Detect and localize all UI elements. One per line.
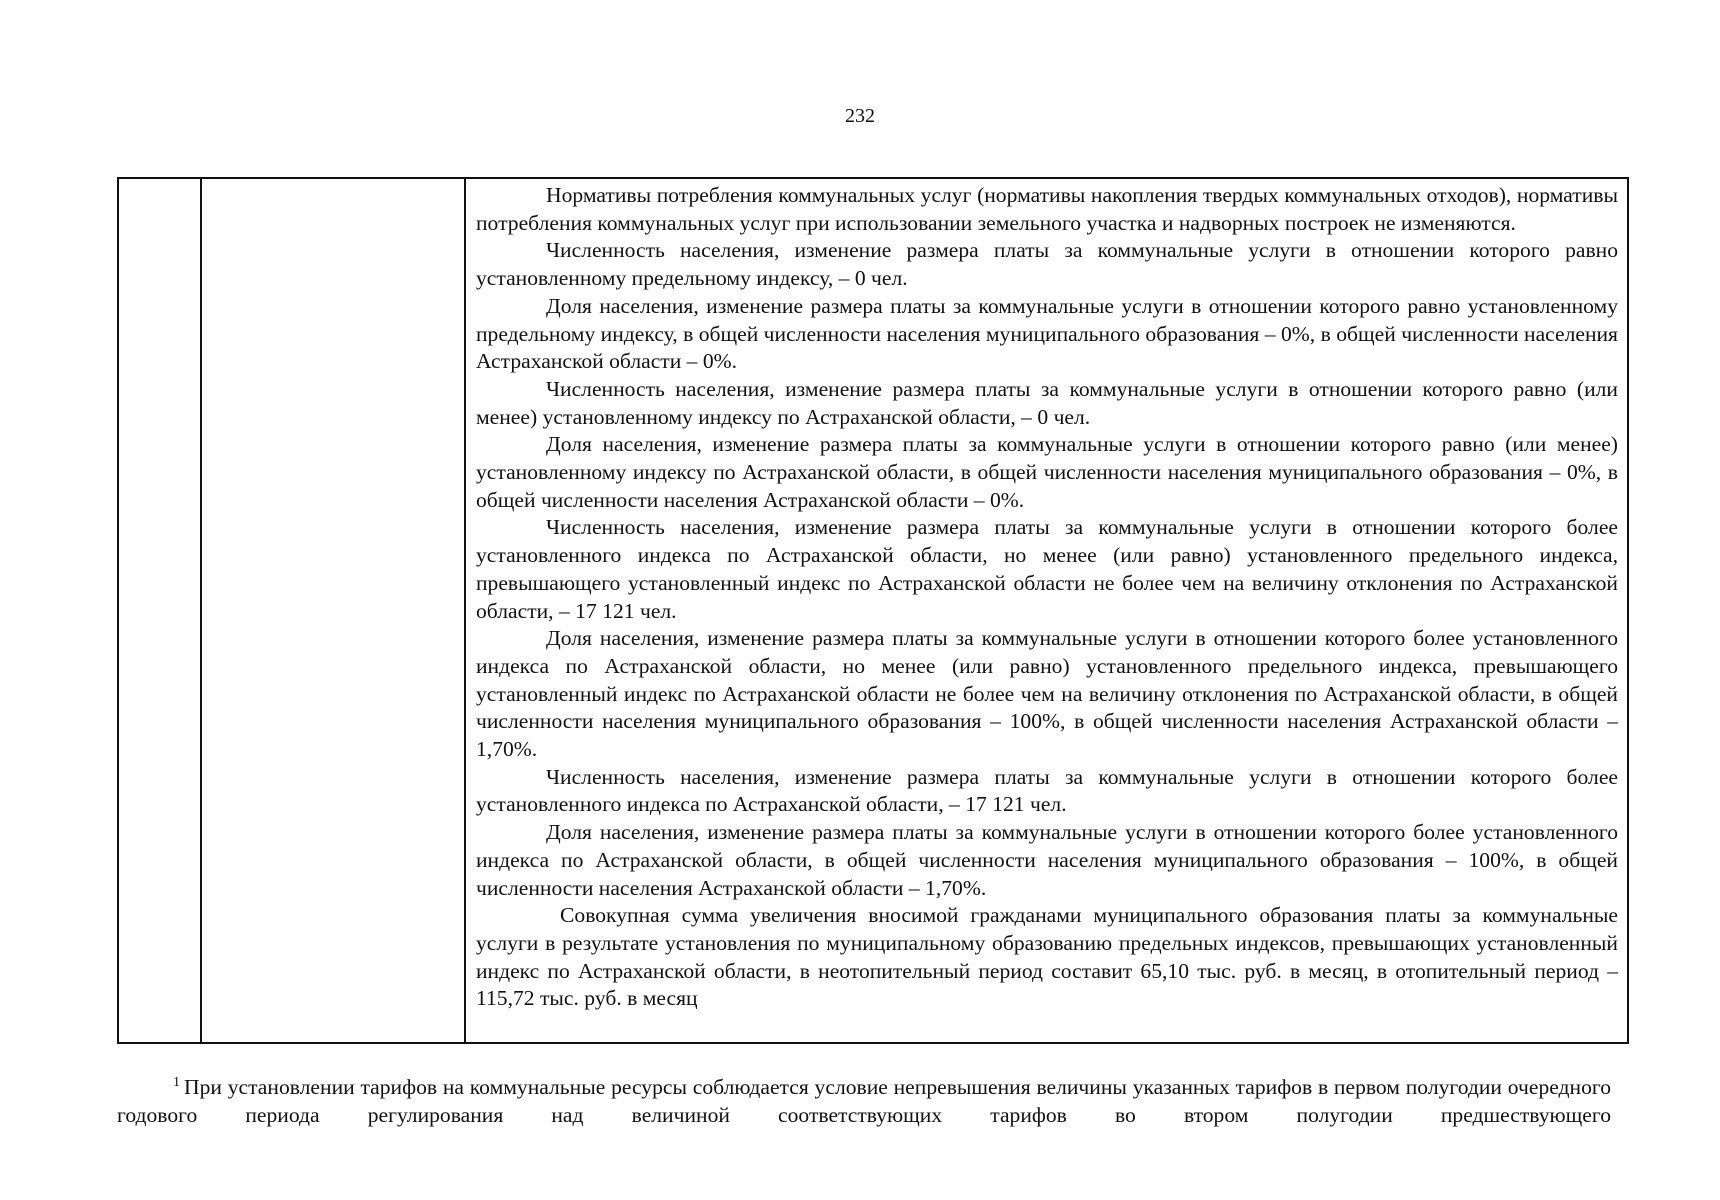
paragraph-population-regional-index: Численность населения, изменение размера платы за коммунальные услуги в отношении которого равно (или менее) установленному индексу по Астраханской области, – 0 чел. bbox=[476, 376, 1618, 429]
paragraph-share-limit-index: Доля населения, изменение размера платы за коммунальные услуги в отношении которого равно установленному предельному индексу, в общей численности населения муниципального образования – 0%, в общей численности населения Астраханской области – 0%. bbox=[476, 293, 1618, 374]
table-cell-text bbox=[466, 179, 1627, 1042]
table-cell-number bbox=[119, 179, 202, 1042]
paragraph-population-within-deviation: Численность населения, изменение размера платы за коммунальные услуги в отношении которого более установленного индекса по Астраханской области, но менее (или равно) установленного предельного индекса, превышающего установленный индекс по Астраханской области не более чем на величину отклонения по Астраханской области, – 17 121 чел. bbox=[476, 515, 1618, 623]
footnote-marker: 1 bbox=[173, 1075, 180, 1090]
paragraph-population-limit-index: Численность населения, изменение размера платы за коммунальные услуги в отношении которого равно установленному предельному индексу, – 0 чел. bbox=[476, 238, 1618, 291]
content-table bbox=[117, 177, 1629, 1044]
paragraph-population-above-index: Численность населения, изменение размера платы за коммунальные услуги в отношении которого более установленного индекса по Астраханской области, – 17 121 чел. bbox=[476, 764, 1618, 817]
table-cell-name bbox=[202, 179, 466, 1042]
paragraph-share-within-deviation: Доля населения, изменение размера платы за коммунальные услуги в отношении которого более установленного индекса по Астраханской области, но менее (или равно) установленного предельного индекса, превышающего установленный индекс по Астраханской области не более чем на величину отклонения по Астраханской области, в общей численности населения муниципального образования – 100%, в общей численности населения Астраханской области – 1,70%. bbox=[476, 626, 1618, 762]
paragraph-share-above-index: Доля населения, изменение размера платы за коммунальные услуги в отношении которого более установленного индекса по Астраханской области, в общей численности населения муниципального образования – 100%, в общей численности населения Астраханской области – 1,70%. bbox=[476, 820, 1618, 900]
footnote-text: При установлении тарифов на коммунальные ресурсы соблюдается условие непревышения величины указанных тарифов в первом полугодии очередного годового периода регулирования над величиной соответствующих тарифов во втором полугодии предшествующего bbox=[117, 1075, 1611, 1127]
paragraph-share-regional-index: Доля населения, изменение размера платы за коммунальные услуги в отношении которого равно (или менее) установленному индексу по Астраханской области, в общей численности населения муниципального образования – 0%, в общей численности населения Астраханской области – 0%. bbox=[476, 432, 1618, 512]
paragraph-total-increase: Совокупная сумма увеличения вносимой гражданами муниципального образования платы за коммунальные услуги в результате установления по муниципальному образованию предельных индексов, превышающих установленный индекс по Астраханской области, в неотопительный период составит 65,10 тыс. руб. в месяц, в отопительный период – 115,72 тыс. руб. в месяц bbox=[476, 903, 1618, 1011]
footnote bbox=[117, 1074, 1611, 1129]
page-number: 232 bbox=[845, 105, 875, 127]
paragraph-norms: Нормативы потребления коммунальных услуг (нормативы накопления твердых коммунальных отходов), нормативы потребления коммунальных услуг при использовании земельного участка и надворных построек не изменяются. bbox=[476, 183, 1618, 235]
